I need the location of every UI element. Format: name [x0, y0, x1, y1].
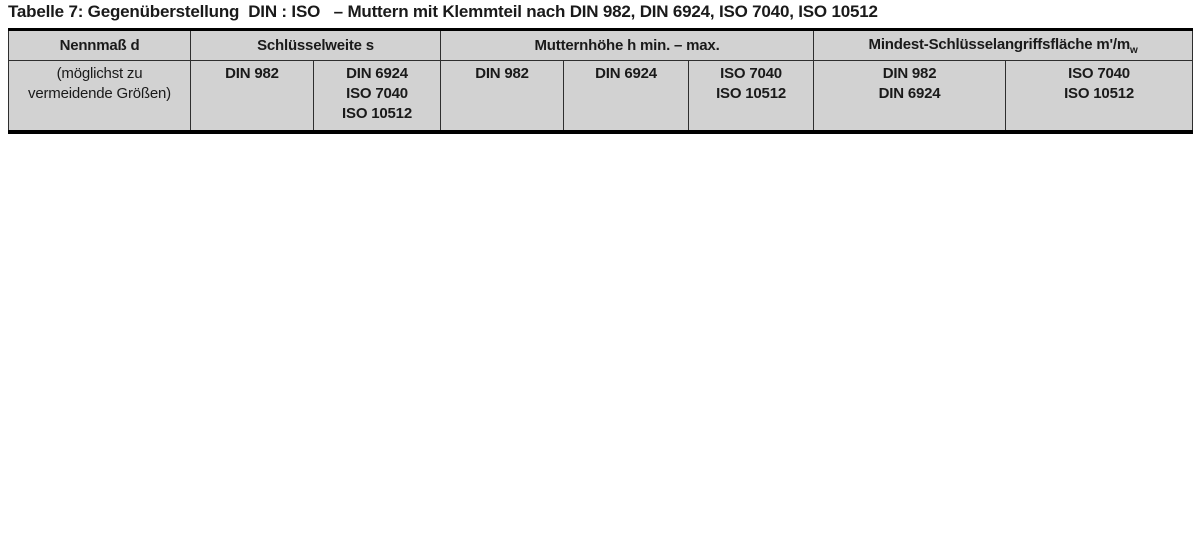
din-iso-table [8, 28, 1193, 134]
subheader-nennmass-note: (möglichst zu vermeidende Größen) [9, 61, 191, 133]
header-mindest-subscript: w [1129, 44, 1138, 56]
header-mutternhoehe: Mutternhöhe h min. – max. [441, 30, 814, 61]
subheader-sw-din6924-iso: DIN 6924 ISO 7040 ISO 10512 [314, 61, 441, 133]
subheader-m-iso: ISO 7040 ISO 10512 [1006, 61, 1193, 133]
table-title: Tabelle 7: Gegenüberstellung DIN : ISO – Muttern mit Klemmteil nach DIN 982, DIN 6924, ISO 7040, ISO 10512 [8, 2, 878, 21]
header-schluesselweite: Schlüsselweite s [191, 30, 441, 61]
header-group-row [9, 30, 1193, 61]
subheader-h-din982: DIN 982 [441, 61, 564, 133]
header-mindest-flaeche [814, 30, 1193, 61]
header-nennmass: Nennmaß d [9, 30, 191, 61]
header-sub-row [9, 61, 1193, 133]
subheader-h-iso7040: ISO 7040 ISO 10512 [689, 61, 814, 133]
header-mindest-label: Mindest-Schlüsselangriffsfläche m'/m [868, 35, 1130, 53]
subheader-h-din6924: DIN 6924 [564, 61, 689, 133]
subheader-sw-din982: DIN 982 [191, 61, 314, 133]
table-header [9, 30, 1193, 133]
subheader-m-din: DIN 982 DIN 6924 [814, 61, 1006, 133]
